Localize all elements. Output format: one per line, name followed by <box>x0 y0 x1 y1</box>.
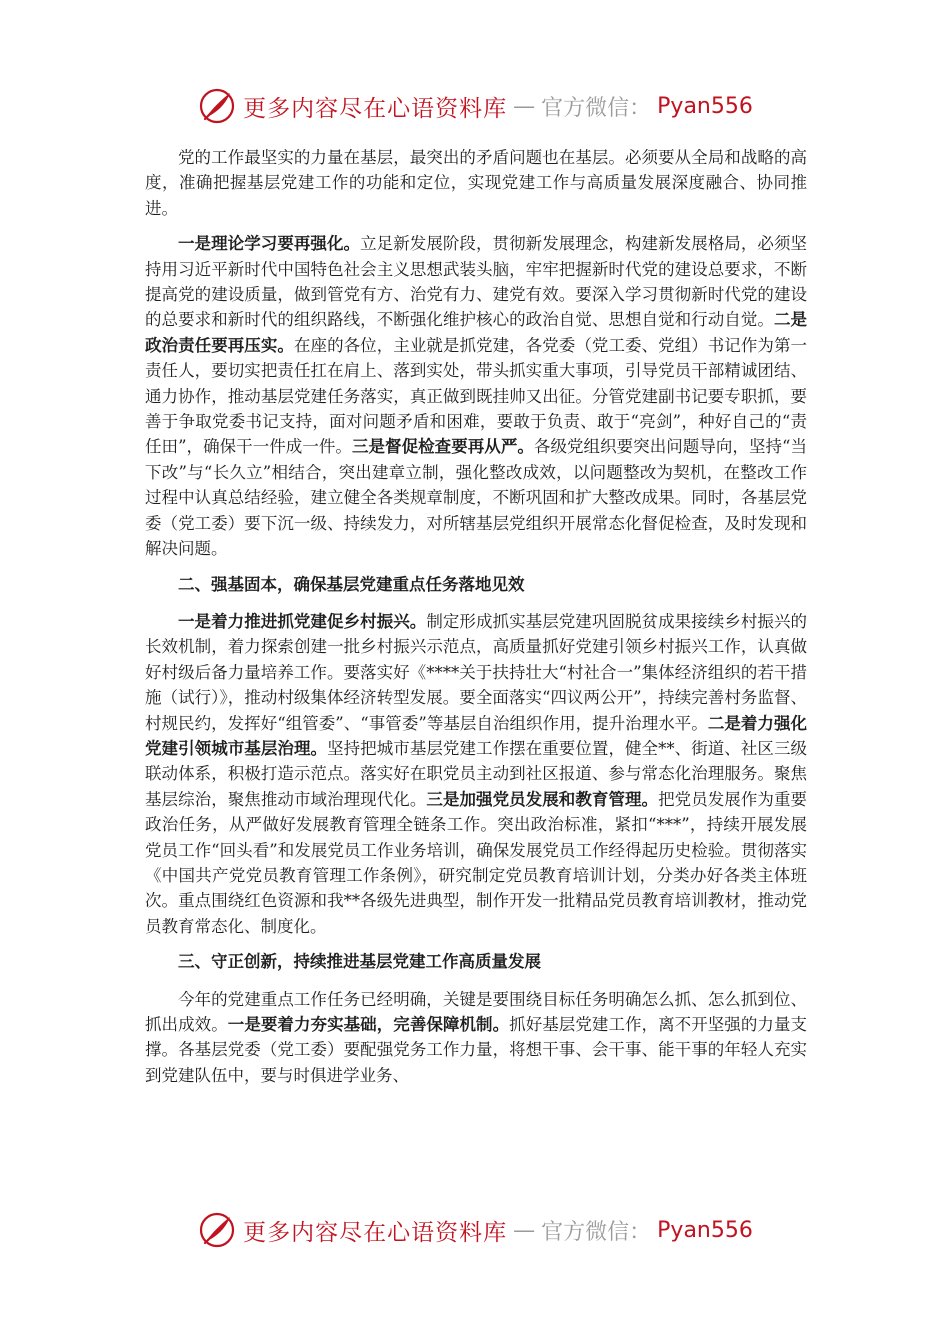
watermark-separator: — <box>513 1217 536 1243</box>
watermark-wechat-label: 官方微信： <box>541 95 652 121</box>
point-heading: 一是着力推进抓党建促乡村振兴。 <box>178 611 427 631</box>
watermark-wechat-label: 官方微信： <box>541 1219 652 1245</box>
paragraph-intro: 党的工作最坚实的力量在基层，最突出的矛盾问题也在基层。必须要从全局和战略的高度，准确把握基层党建工作的功能和定位，实现党建工作与高质量发展深度融合、协同推进。 <box>145 148 807 218</box>
section-heading-three: 三、守正创新，持续推进基层党建工作高质量发展 <box>178 952 541 972</box>
point-heading: 三是加强党员发展和教育管理。 <box>426 789 659 809</box>
paragraph-section-two: 一是着力推进抓党建促乡村振兴。制定形成抓实基层党建巩固脱贫成果接续乡村振兴的长效机制，着力探索创建一批乡村振兴示范点，高质量抓好党建引领乡村振兴工作，认真做好村级后备力量培养工作。要落实好《****关于扶持壮大“村社合一”集体经济组织的若干措施（试行）》，推动村级集体经济转型发展。要全面落实“四议两公开”，持续完善村务监督、村规民约，发挥好“组管委”、“事管委”等基层自治组织作用，提升治理水平。二是着力强化党建引领城市基层治理。坚持把城市基层党建工作摆在重要位置，健全**、街道、社区三级联动体系，积极打造示范点。落实好在职党员主动到社区报道、参与常态化治理服务。聚焦基层综治，聚焦推动市域治理现代化。三是加强党员发展和教育管理。把党员发展作为重要政治任务，从严做好发展教育管理全链条工作。突出政治标准，紧扣“***”，持续开展发展党员工作“回头看”和发展党员工作业务培训，确保发展党员工作经得起历史检验。贯彻落实《中国共产党党员教育管理工作条例》，研究制定党员教育培训计划，分类办好各类主体班次。重点围绕红色资源和我**各级先进典型，制作开发一批精品党员教育培训教材，推动党员教育常态化、制度化。 <box>145 611 808 936</box>
watermark-site-text: 更多内容尽在心语资料库 <box>243 95 508 122</box>
paragraph-section-one: 一是理论学习要再强化。立足新发展阶段，贯彻新发展理念，构建新发展格局，必须坚持用习近平新时代中国特色社会主义思想武装头脑，牢牢把握新时代党的建设总要求，不断提高党的建设质量，做到管党有方、治党有力、建党有效。要深入学习贯彻新时代党的建设的总要求和新时代的组织路线，不断强化维护核心的政治自觉、思想自觉和行动自觉。二是政治责任要再压实。在座的各位，主业就是抓党建，各党委（党工委、党组）书记作为第一责任人，要切实把责任扛在肩上、落到实处，带头抓实重大事项，引导党员干部精诚团结、通力协作，推动基层党建任务落实，真正做到既挂帅又出征。分管党建副书记要专职抓，要善于争取党委书记支持，面对问题矛盾和困难，要敢于负责、敢于“亮剑”，种好自己的“责任田”，确保干一件成一件。三是督促检查要再从严。各级党组织要突出问题导向，坚持“当下改”与“长久立”相结合，突出建章立制，强化整改成效，以问题整改为契机，在整改工作过程中认真总结经验，建立健全各类规章制度，不断巩固和扩大整改成果。同时，各基层党委（党工委）要下沉一级、持续发力，对所辖基层党组织开展常态化督促检查，及时发现和解决问题。 <box>145 234 808 559</box>
watermark-wechat-id: Pyan556 <box>657 1217 753 1243</box>
point-heading: 一是要着力夯实基础，完善保障机制。 <box>227 1015 510 1034</box>
section-heading-two: 二、强基固本，确保基层党建重点任务落地见效 <box>178 574 525 594</box>
point-heading: 一是理论学习要再强化。 <box>178 234 361 254</box>
watermark-header <box>0 84 950 128</box>
watermark-separator: — <box>513 93 536 119</box>
watermark-site-text: 更多内容尽在心语资料库 <box>243 1219 508 1246</box>
watermark-footer <box>0 1208 950 1252</box>
feather-pen-logo-icon <box>197 86 237 126</box>
watermark-wechat-id: Pyan556 <box>657 93 753 119</box>
point-heading: 三是督促检查要再从严。 <box>351 437 534 457</box>
feather-pen-logo-icon <box>197 1210 237 1250</box>
point-heading: 二是政治责任要再压实。 <box>145 310 808 355</box>
paragraph-section-three: 今年的党建重点工作任务已经明确，关键是要围绕目标任务明确怎么抓、怎么抓到位、抓出成效。一是要着力夯实基础，完善保障机制。抓好基层党建工作，离不开坚强的力量支撑。各基层党委（党工委）要配强党务工作力量，将想干事、会干事、能干事的年轻人充实到党建队伍中，要与时俱进学业务、 <box>145 989 808 1085</box>
document-body <box>145 145 807 1098</box>
point-heading: 二是着力强化党建引领城市基层治理。 <box>145 713 807 758</box>
